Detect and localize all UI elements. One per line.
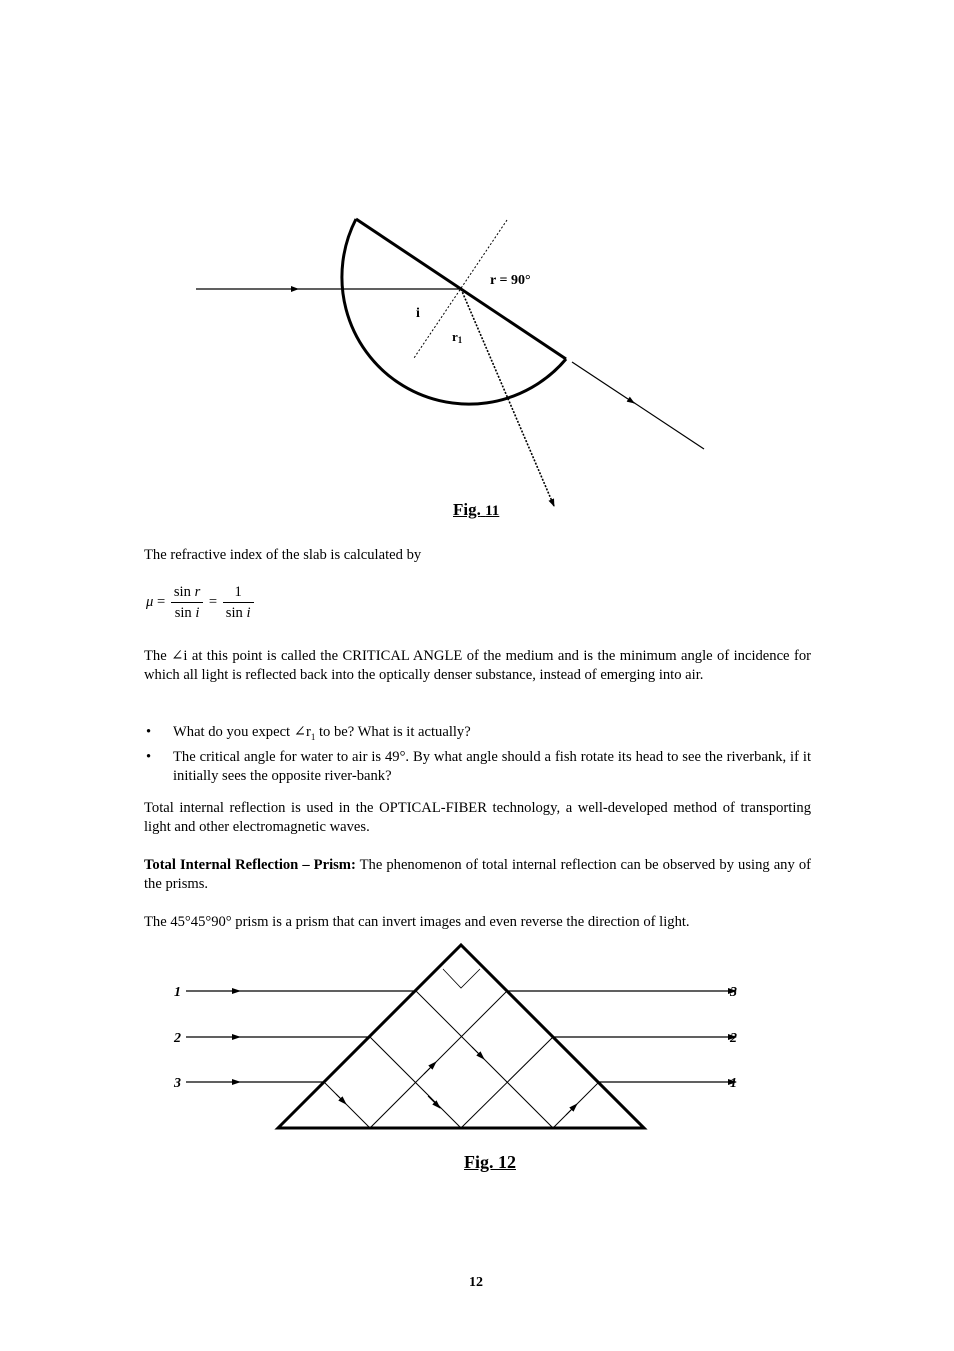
ray-in-label: 1 [174, 985, 181, 1000]
page-number: 12 [469, 1275, 483, 1290]
fraction-1-sini: $\frac{1}{\text{sin i}}$ [223, 583, 254, 622]
paragraph-optical-fiber: Total internal reflection is used in the OPTICAL-FIBER technology, a well-developed method of transporting light and other electromagnetic waves. [144, 800, 811, 835]
ray-out-label: 1 [730, 1076, 737, 1091]
ray-out-label: 2 [730, 1031, 737, 1046]
figure-12-caption: Fig. 12 [464, 1152, 516, 1172]
label-i: i [416, 306, 420, 321]
figure-11-diagram [0, 0, 954, 530]
ray-out-label: 3 [730, 985, 737, 1000]
refractive-index-formula: μ = $\frac{\text{sin r}}{\text{sin i}}$ = $\frac{1}{\text{sin i}}$ [146, 583, 256, 622]
apex-mark [443, 969, 480, 988]
emergent-ray-b [630, 400, 704, 449]
figure-12-diagram [0, 930, 954, 1150]
paragraph-45-45-90: The 45°45°90° prism is a prism that can invert images and even reverse the direction of light. [144, 914, 690, 930]
question-list [144, 723, 811, 787]
figure-11-caption: Fig. 11 [453, 500, 500, 519]
list-item: • The critical angle for water to air is 49°. By what angle should a fish rotate its head to see the riverbank, if it initially sees the opposite river-bank? [146, 748, 811, 784]
paragraph-intro: The refractive index of the slab is calculated by [144, 547, 422, 563]
paragraph-critical-angle: The ∠i at this point is called the CRITICAL ANGLE of the medium and is the minimum angle of incidence for which all light is reflected back into the optically denser substance, instead of emerging into air. [144, 648, 811, 683]
emergent-ray-a [572, 362, 634, 403]
semicircle-slab-arc [342, 219, 566, 404]
label-r-90: r = 90° [490, 273, 531, 288]
fraction-sinr-sini: $\frac{\text{sin r}}{\text{sin i}}$ [171, 583, 203, 622]
ray-in-label: 3 [174, 1076, 181, 1091]
formula-mu: μ [146, 593, 154, 610]
label-r1: r1 [452, 329, 463, 345]
ray-in-label: 2 [174, 1031, 181, 1046]
list-item: • What do you expect $\angle r_1$ to be? What is it actually? [146, 724, 471, 742]
paragraph-prism: Total Internal Reflection – Prism: The phenomenon of total internal reflection can be observed by using any of the prisms. [144, 857, 811, 892]
